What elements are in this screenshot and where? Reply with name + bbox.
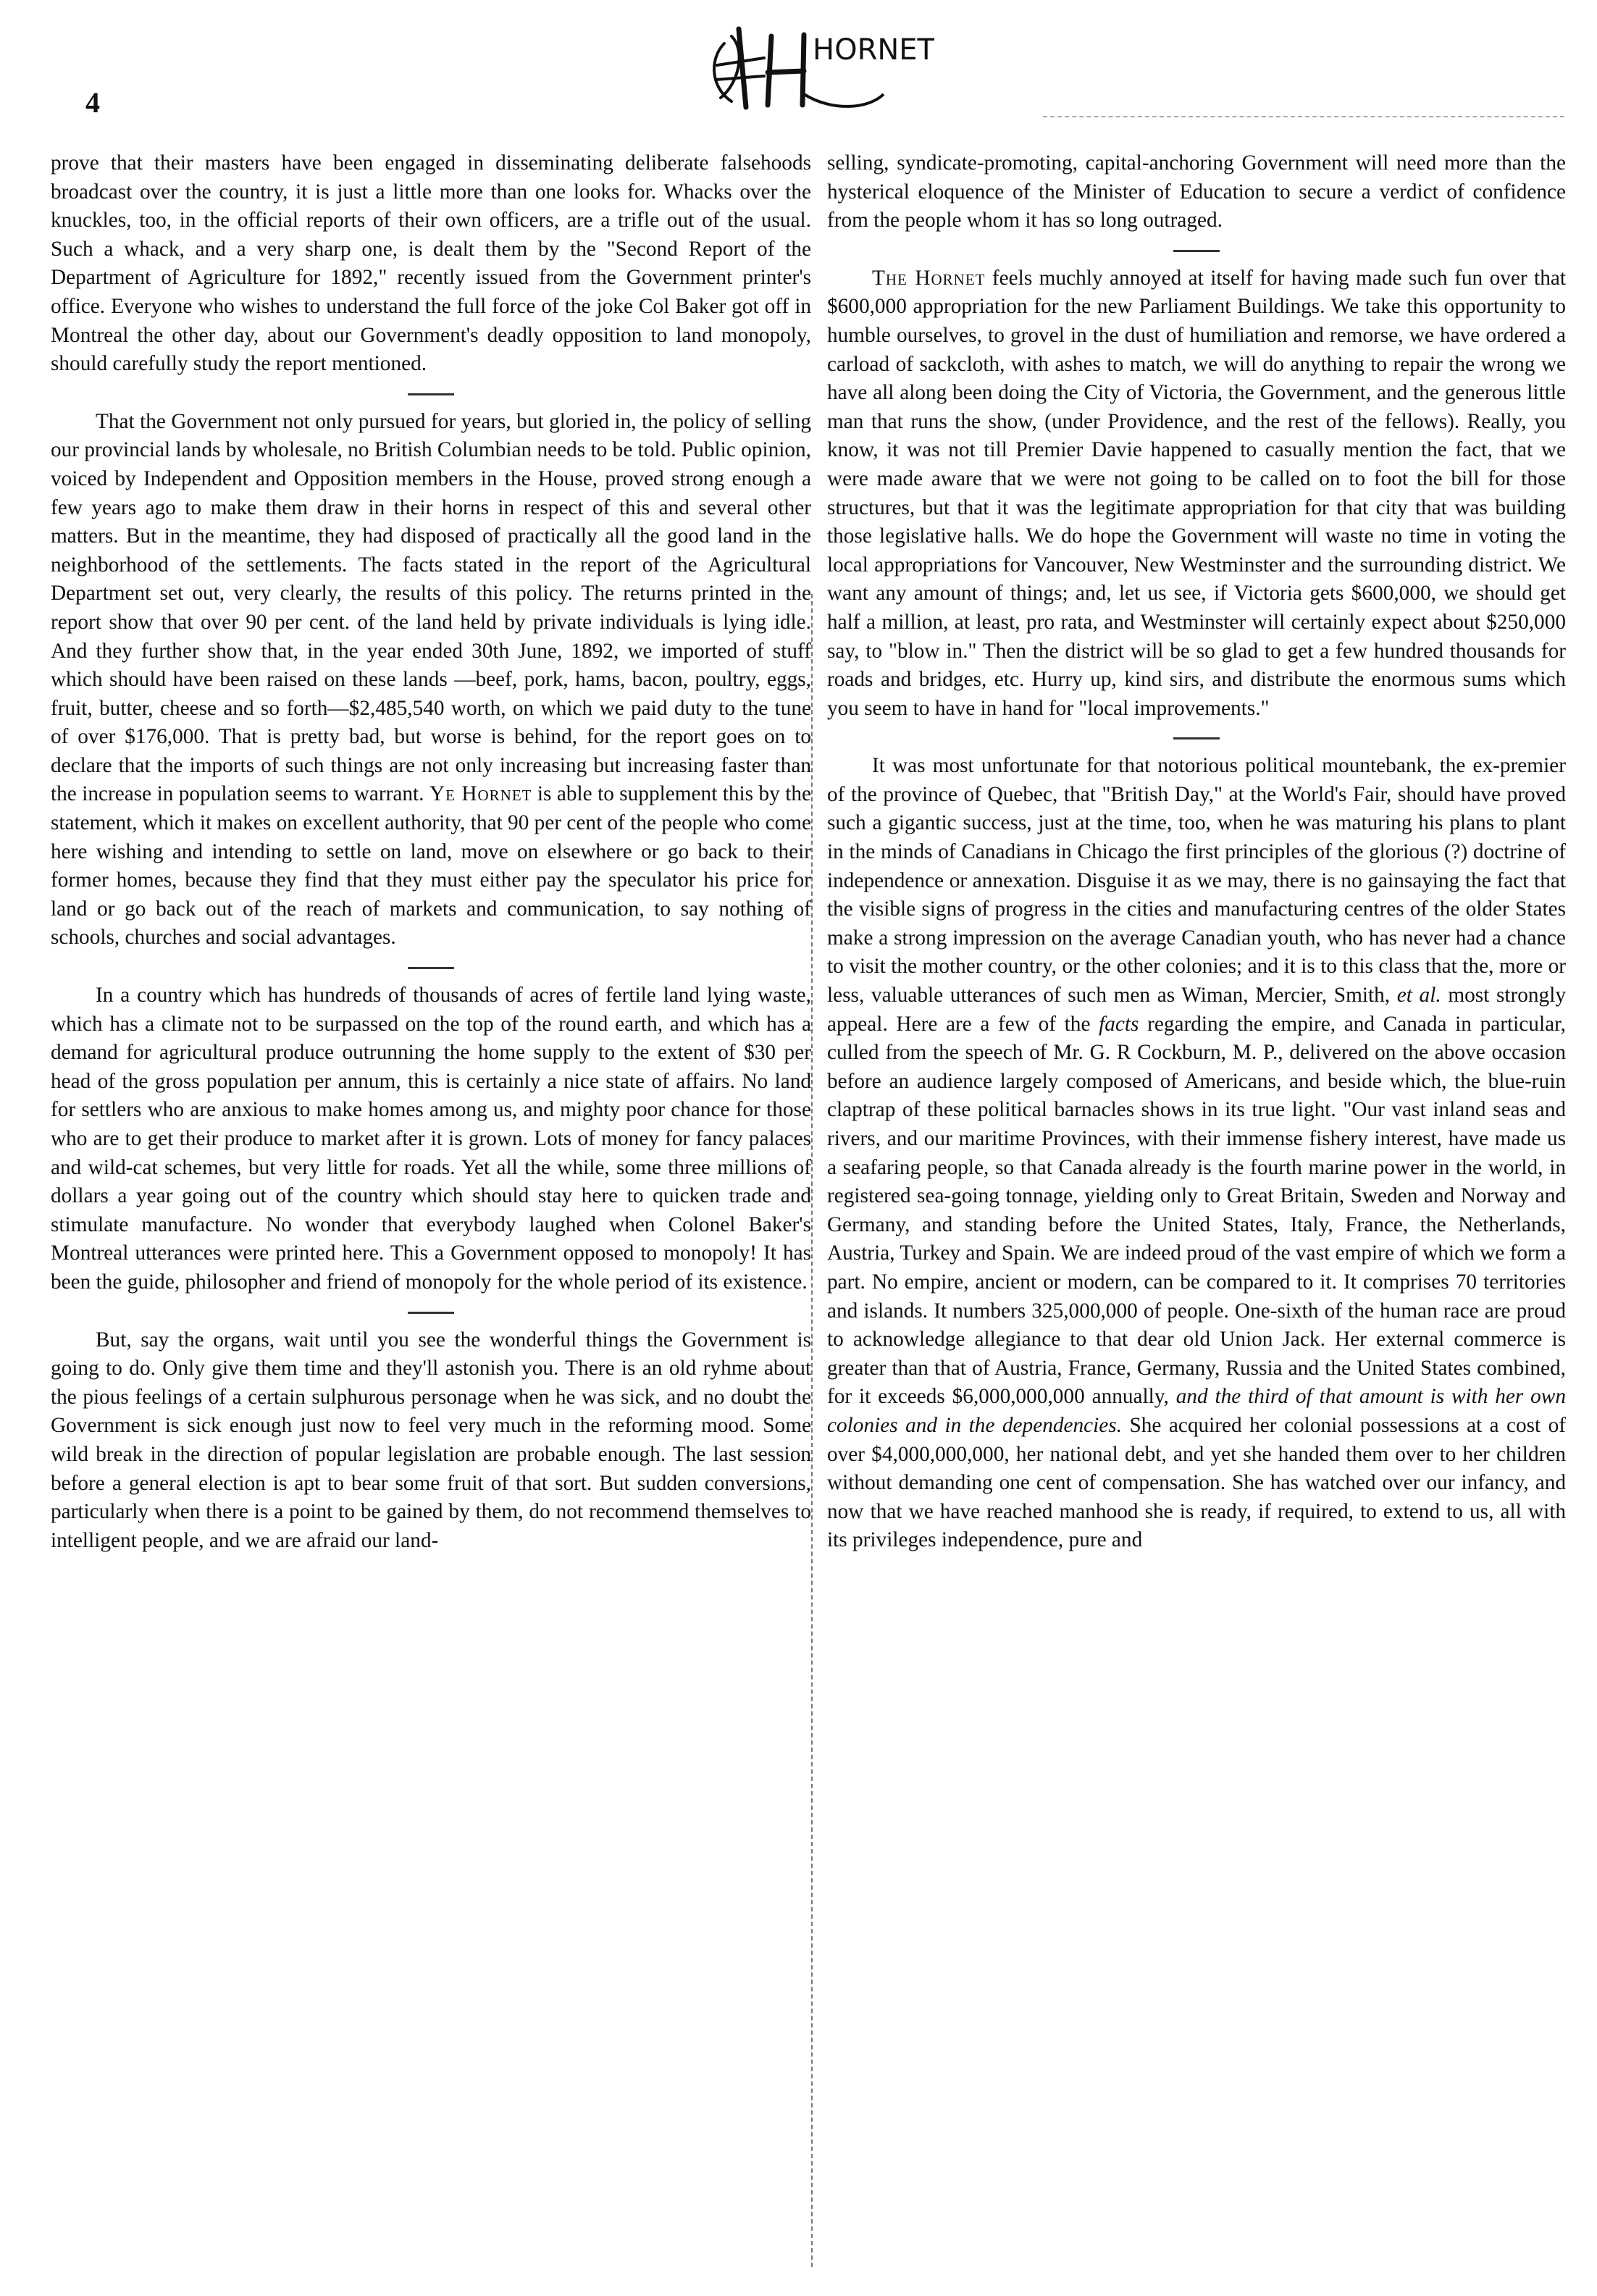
section-separator [827, 723, 1566, 752]
section-separator [51, 379, 811, 408]
masthead-logo [695, 14, 934, 116]
left-paragraph-1: prove that their masters have been engaged in disseminating deliberate falsehoods broadcast over the country, it is just a little more than one looks for. Whacks over the knuckles, too, in the official reports of their own officers, are a trifle out of the usual. Such a whack, and a very sharp one, is dealt them by the "Second Report of the Department of Agriculture for 1892," recently issued from the Government printer's office. Everyone who wishes to understand the full force of the joke Col Baker got off in Montreal the other day, about our Government's deadly opposition to land monopoly, should carefully study the report mentioned. [51, 151, 811, 376]
hornet-name: The Hornet [872, 266, 986, 290]
right-paragraph-1: selling, syndicate-promoting, capital-anchoring Government will need more than the hysterical eloquence of the Minister of Education to secure a verdict of confidence from the people whom it has so long outraged. [827, 151, 1566, 232]
left-paragraph-3: In a country which has hundreds of thousands of acres of fertile land lying waste, which has a climate not to be surpassed on the top of the round earth, and which has a demand for agricultural produce outrunning the home supply to the extent of $30 per head of the gross population per annum, this is certainly a nice state of affairs. No land for settlers who are anxious to make homes among us, and mighty poor chance for those who are to get their produce to market after it is grown. Lots of money for fancy palaces and wild-cat schemes, but very little for roads. Yet all the while, some three millions of dollars a year going out of the country which should stay here to quicken trade and stimulate manufacture. No wonder that everybody laughed when Colonel Baker's Montreal utterances were printed here. This a Government opposed to monopoly! It has been the guide, philosopher and friend of monopoly for the whole period of its existence. [51, 984, 811, 1294]
header-rule [1043, 116, 1564, 120]
right-column [827, 149, 1566, 1555]
column-rule [811, 594, 813, 2267]
section-separator [51, 1297, 811, 1326]
page-number: 4 [85, 86, 100, 119]
hornet-logo-icon [695, 14, 934, 116]
hornet-name: Ye Hornet [429, 782, 532, 806]
masthead-title: HORNET [813, 33, 934, 67]
section-separator [827, 235, 1566, 264]
left-paragraph-2: That the Government not only pursued for years, but gloried in, the policy of selling our provincial lands by wholesale, no British Columbian needs to be told. Public opinion, voiced by Independent and Opposition members in the House, proved strong enough a few years ago to make them draw in their horns in respect of this and several other matters. But in the meantime, they had disposed of practically all the good land in the neighborhood of the settlements. The facts stated in the report of the Agricultural Department set out, very clearly, the results of this policy. The returns printed in the report show that over 90 per cent. of the land held by private individuals is lying idle. And they further show that, in the year ended 30th June, 1892, we imported of stuff which should have been raised on these lands —beef, pork, hams, bacon, poultry, eggs, fruit, butter, cheese and so forth—$2,485,540 worth, on which we paid duty to the tune of over $176,000. That is pretty bad, but worse is behind, for the report goes on to declare that the imports of such things are not only increasing but increasing faster than the increase in population seems to warrant. Ye Hornet is able to supplement this by the statement, which it makes on excellent authority, that 90 per cent of the people who come here wishing and intending to settle on land, move on elsewhere or go back to their former homes, because they find that they must either pay the speculator his price for land or go back out of the reach of markets and communication, to say nothing of schools, churches and social advantages. [51, 409, 812, 950]
left-paragraph-4: But, say the organs, wait until you see the wonderful things the Government is going to do. Only give them time and they'll astonish you. There is an old ryhme about the pious feelings of a certain sulphurous personage when he was sick, and no doubt the Government is sick enough just now to feel very much in the reforming mood. Some wild break in the direction of popular legislation are probable enough. The last session before a general election is apt to bear some fruit of that sort. But sudden conversions, particularly when there is a point to be gained by them, do not recommend themselves to intelligent people, and we are afraid our land- [51, 1328, 811, 1552]
right-paragraph-2: The Hornet feels muchly annoyed at itself for having made such fun over that $600,000 appropriation for the new Parliament Buildings. We take this opportunity to humble ourselves, to grovel in the dust of humiliation and remorse, we have ordered a carload of sackcloth, with ashes to match, we will do anything to repair the wrong we have all along been doing the City of Victoria, the Government, and the generous little man that runs the show, (under Providence, and the rest of the fellows). Really, you know, it was not till Premier Davie happened to casually mention the fact, that we were made aware that we were not going to be called on to foot the bill for those structures, but that it was the legitimate appropriation for that city that was building those legislative halls. We do hope the Government will waste no time in voting the local appropriations for Vancouver, New Westminster and the surrounding district. We want any amount of things; and, let us see, if Victoria gets $600,000, we should get half a million, at least, pro rata, and Westminster will certainly expect about $250,000 say, to "blow in." Then the district will be so glad to get a few hundred thousands for roads and bridges, etc. Hurry up, kind sirs, and distribute the enormous sums which you seem to have in hand for "local improvements." [827, 266, 1566, 720]
left-column [51, 149, 811, 1555]
right-paragraph-3: It was most unfortunate for that notorious political mountebank, the ex-premier of the province of Quebec, that "British Day," at the World's Fair, should have proved such a gigantic success, just at the time, too, when he was maturing his plans to plant in the minds of Canadians in Chicago the first principles of the glorious (?) doctrine of independence or annexation. Disguise it as we may, there is no gainsaying the fact that the visible signs of progress in the cities and manufacturing centres of the older States make a strong impression on the average Canadian youth, who has never had a chance to visit the mother country, or the other colonies; and it is to this class that the, more or less, valuable utterances of such men as Wiman, Mercier, Smith, et al. most strongly appeal. Here are a few of the facts regarding the empire, and Canada in particular, culled from the speech of Mr. G. R Cockburn, M. P., delivered on the above occasion before an audience largely composed of Americans, and beside which, the blue-ruin claptrap of these political barnacles shows in its true light. "Our vast inland seas and rivers, and our maritime Provinces, with their immense fishery interest, have made us a seafaring people, so that Canada already is the fourth marine power in the world, in registered sea-going tonnage, yielding only to Great Britain, Sweden and Norway and Germany, and standing before the United States, Italy, France, the Netherlands, Austria, Turkey and Spain. We are indeed proud of the vast empire of which we form a part. No empire, ancient or modern, can be compared to it. It comprises 70 territories and islands. It numbers 325,000,000 of people. One-sixth of the human race are proud to acknowledge allegiance to that dear old Union Jack. Her external commerce is greater than that of Austria, France, Germany, Russia and the United States combined, for it exceeds $6,000,000,000 annually, and the third of that amount is with her own colonies and in the dependencies. She acquired her colonial possessions at a cost of over $4,000,000,000, her national debt, and yet she handed them over to her children without demanding one cent of compensation. She has watched over our infancy, and now that we have reached manhood she is ready, if required, to extend to us, all with its privileges independence, pure and [827, 754, 1567, 1552]
section-separator [51, 952, 811, 981]
